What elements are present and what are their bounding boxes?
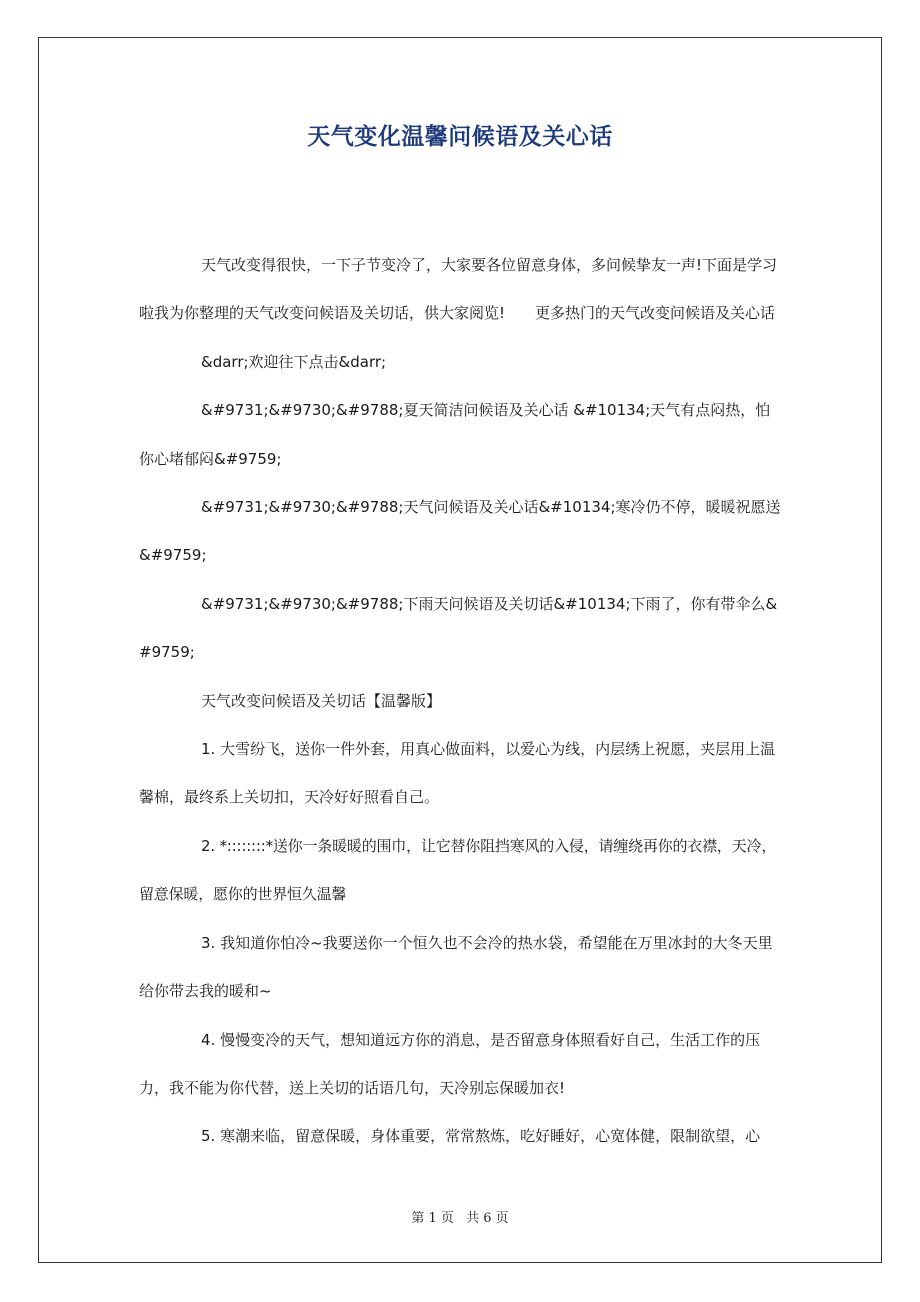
document-title: 天气变化温馨问候语及关心话 [307,124,613,150]
link-weather-greetings[interactable]: &#9731;&#9730;&#9788;天气问候语及关心话&#10134;寒冷仍不停，暖暖祝愿送&#9759; [139,498,781,565]
link-rainy-greetings[interactable]: &#9731;&#9730;&#9788;下雨天问候语及关切话&#10134;下雨了，你有带伞么&#9759; [139,594,778,662]
intro-paragraph: 天气改变得很快，一下子节变冷了，大家要各位留意身体，多问候挚友一声!下面是学习啦我为你整理的天气改变问候语及关切话，供大家阅览! 更多热门的天气改变问候语及关心话 [139,256,778,323]
document-body [139,241,785,1161]
link-summer-greetings[interactable]: &#9731;&#9730;&#9788;夏天简洁问候语及关心话 &#10134;天气有点闷热，怕你心堵郁闷&#9759; [139,401,771,468]
section-heading: 天气改变问候语及关切话【温馨版】 [201,691,442,710]
list-item-3: 3. 我知道你怕冷~我要送你一个恒久也不会冷的热水袋，希望能在万里冰封的大冬天里给你带去我的暖和~ [139,933,773,1001]
list-item-4: 4. 慢慢变冷的天气，想知道远方你的消息，是否留意身体照看好自己，生活工作的压力，我不能为你代替，送上关切的话语几句，天冷别忘保暖加衣! [139,1030,761,1097]
page-footer [0,1207,920,1226]
list-item-5: 5. 寒潮来临，留意保暖，身体重要，常常熬炼，吃好睡好，心宽体健，限制欲望，心 [201,1127,761,1146]
list-item-1: 1. 大雪纷飞，送你一件外套，用真心做面料，以爱心为线，内层绣上祝愿，夹层用上温馨棉，最终系上关切扣，天冷好好照看自己。 [139,740,776,807]
click-hint-paragraph: &darr;欢迎往下点击&darr; [201,352,387,371]
total-pages: 共 6 页 [466,1211,509,1226]
page-number: 第 1 页 [411,1211,454,1226]
list-item-2: 2. *::::::::*送你一条暖暖的围巾，让它替你阻挡寒风的入侵，请缠绕再你的衣襟，天冷，留意保暖，愿你的世界恒久温馨 [139,836,777,904]
